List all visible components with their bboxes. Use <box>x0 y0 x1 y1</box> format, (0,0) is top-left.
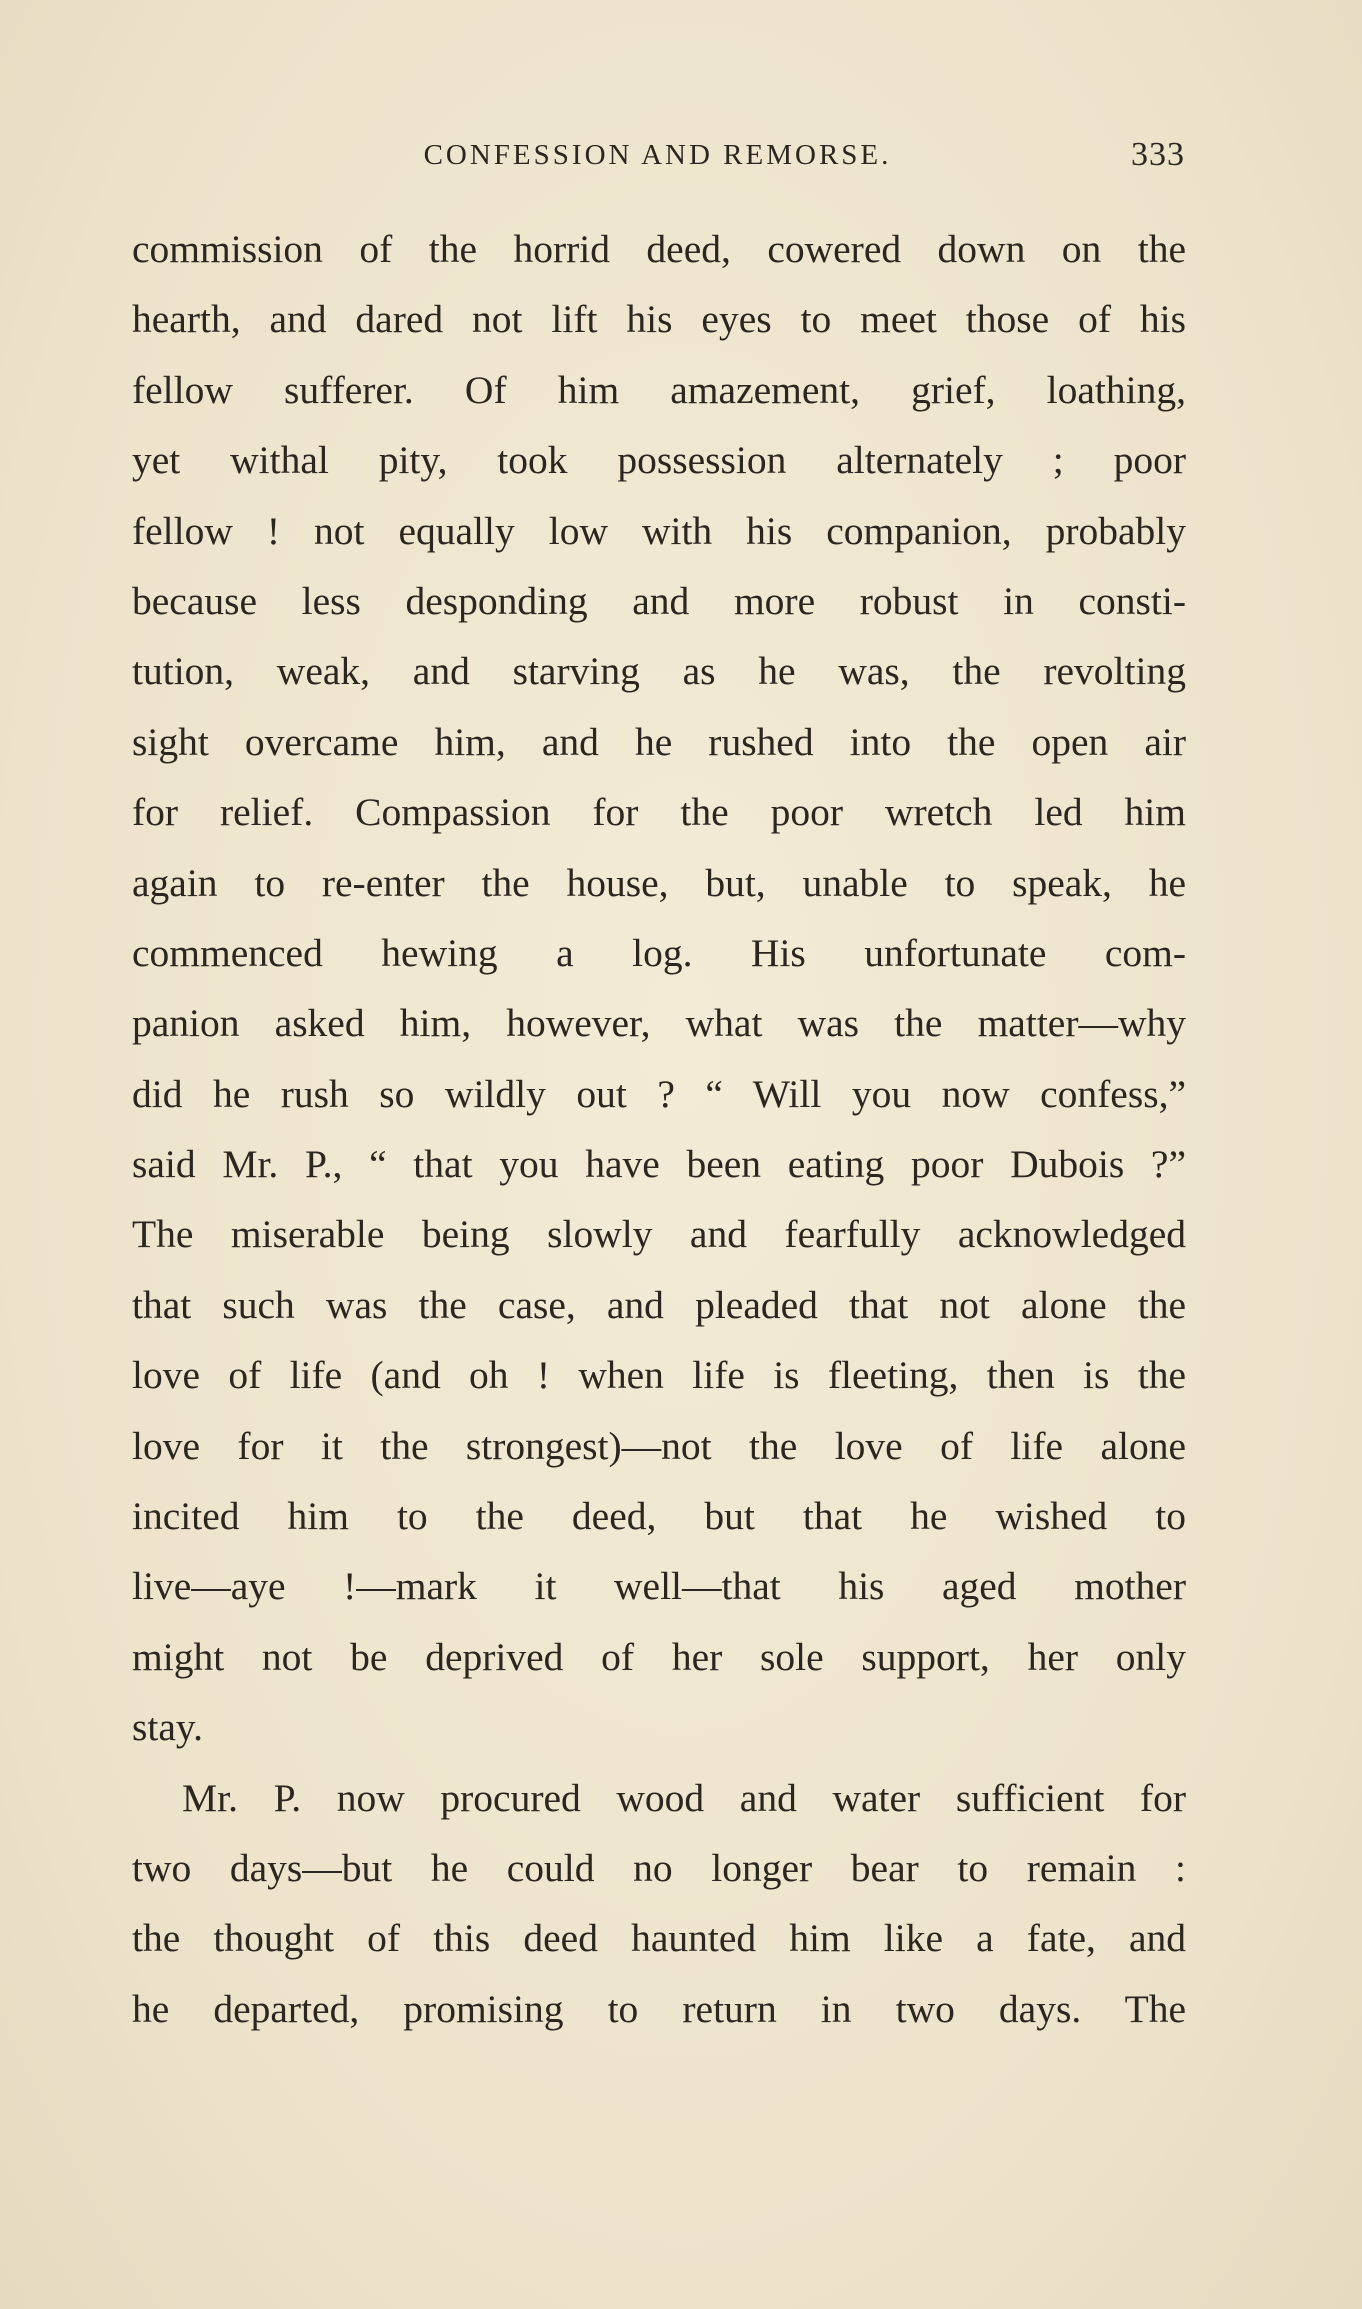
text-line: tution, weak, and starving as he was, the revolting <box>132 649 1186 694</box>
text-line: yet withal pity, took possession alternately ; poor <box>132 438 1186 483</box>
text-line: did he rush so wildly out ? “ Will you now confess,” <box>132 1071 1186 1116</box>
text-line: live—aye !—mark it well—that his aged mother <box>132 1564 1186 1609</box>
text-line: The miserable being slowly and fearfully acknowledged <box>132 1212 1186 1257</box>
text-line: commission of the horrid deed, cowered down on the <box>132 227 1186 271</box>
text-line: incited him to the deed, but that he wished to <box>132 1494 1186 1539</box>
running-head <box>130 130 1185 180</box>
text-line: commenced hewing a log. His unfortunate com- <box>132 930 1186 975</box>
text-line: said Mr. P., “ that you have been eating poor Dubois ?” <box>132 1142 1186 1187</box>
text-line: he departed, promising to return in two days. The <box>132 1986 1186 2031</box>
text-line: fellow sufferer. Of him amazement, grief, loathing, <box>132 367 1186 412</box>
chapter-title: CONFESSION AND REMORSE. <box>423 139 892 171</box>
text-line: two days—but he could no longer bear to remain : <box>132 1845 1186 1890</box>
text-line: stay. <box>132 1705 203 1750</box>
text-line: might not be deprived of her sole support, her only <box>132 1634 1186 1679</box>
text-line: panion asked him, however, what was the matter—why <box>132 1001 1186 1046</box>
text-line: the thought of this deed haunted him like a fate, and <box>132 1916 1186 1961</box>
text-line: again to re-enter the house, but, unable to speak, he <box>132 860 1186 905</box>
text-line: love for it the strongest)—not the love of life alone <box>132 1423 1186 1468</box>
text-line: love of life (and oh ! when life is fleeting, then is the <box>132 1353 1186 1398</box>
text-line: Mr. P. now procured wood and water sufficient for <box>182 1775 1186 1820</box>
text-line: because less desponding and more robust in consti- <box>132 578 1186 623</box>
body-text <box>132 214 1186 2044</box>
text-line: that such was the case, and pleaded that not alone the <box>132 1282 1186 1327</box>
text-line: fellow ! not equally low with his companion, probably <box>132 508 1186 553</box>
text-line: for relief. Compassion for the poor wretch led him <box>132 790 1186 835</box>
text-line: hearth, and dared not lift his eyes to meet those of his <box>132 297 1186 342</box>
text-line: sight overcame him, and he rushed into the open air <box>132 719 1186 764</box>
page-number: 333 <box>1131 136 1185 173</box>
